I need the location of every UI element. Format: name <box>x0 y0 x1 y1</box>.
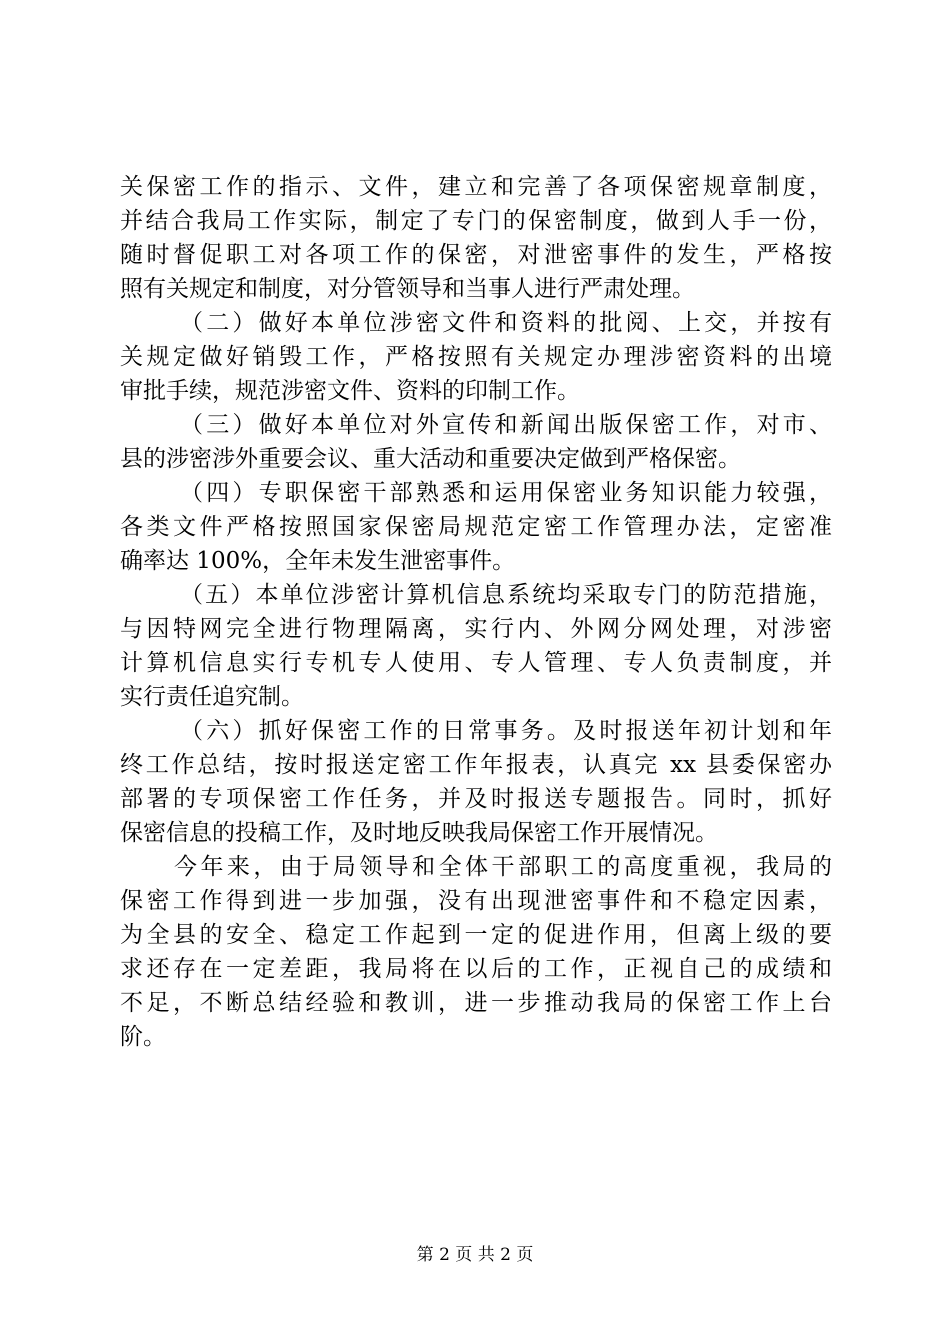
page-number: 第 2 页 共 2 页 <box>416 1245 534 1265</box>
text-line: 实行责任追究制。 <box>120 684 304 710</box>
text-line: （四）专职保密干部熟悉和运用保密业务知识能力较强， <box>180 480 832 506</box>
text-line: 保密信息的投稿工作，及时地反映我局保密工作开展情况。 <box>120 820 718 846</box>
text-line: 随时督促职工对各项工作的保密，对泄密事件的发生，严格按 <box>120 242 832 268</box>
text-line: 保密工作得到进一步加强，没有出现泄密事件和不稳定因素， <box>120 888 832 914</box>
text-line: 与因特网完全进行物理隔离，实行内、外网分网处理，对涉密 <box>120 616 832 642</box>
text-line: 关规定做好销毁工作，严格按照有关规定办理涉密资料的出境 <box>120 344 832 370</box>
text-line: （三）做好本单位对外宣传和新闻出版保密工作，对市、 <box>180 412 832 438</box>
text-line: 今年来，由于局领导和全体干部职工的高度重视，我局的 <box>174 854 832 880</box>
text-line: 照有关规定和制度，对分管领导和当事人进行严肃处理。 <box>120 276 695 302</box>
text-line: 确率达 100%，全年未发生泄密事件。 <box>120 548 516 574</box>
text-line: 为全县的安全、稳定工作起到一定的促进作用，但离上级的要 <box>120 922 832 948</box>
text-line: （二）做好本单位涉密文件和资料的批阅、上交，并按有 <box>180 310 832 336</box>
page-footer <box>0 1244 950 1266</box>
text-line: 不足，不断总结经验和教训，进一步推动我局的保密工作上台 <box>120 990 832 1016</box>
document-body <box>120 170 832 1054</box>
text-line: 关保密工作的指示、文件，建立和完善了各项保密规章制度， <box>120 174 832 200</box>
text-line: 阶。 <box>120 1024 166 1050</box>
text-line: 县的涉密涉外重要会议、重大活动和重要决定做到严格保密。 <box>120 446 741 472</box>
text-line: （六）抓好保密工作的日常事务。及时报送年初计划和年 <box>180 718 832 744</box>
text-line: 并结合我局工作实际，制定了专门的保密制度，做到人手一份， <box>120 208 832 234</box>
text-line: （五）本单位涉密计算机信息系统均采取专门的防范措施， <box>180 582 832 608</box>
text-line: 各类文件严格按照国家保密局规范定密工作管理办法，定密准 <box>120 514 832 540</box>
text-line: 求还存在一定差距，我局将在以后的工作，正视自己的成绩和 <box>120 956 832 982</box>
text-line: 审批手续，规范涉密文件、资料的印制工作。 <box>120 378 580 404</box>
text-line: 计算机信息实行专机专人使用、专人管理、专人负责制度，并 <box>120 650 832 676</box>
text-line: 部署的专项保密工作任务，并及时报送专题报告。同时，抓好 <box>120 786 832 812</box>
text-line: 终工作总结，按时报送定密工作年报表，认真完 xx 县委保密办 <box>120 752 832 778</box>
